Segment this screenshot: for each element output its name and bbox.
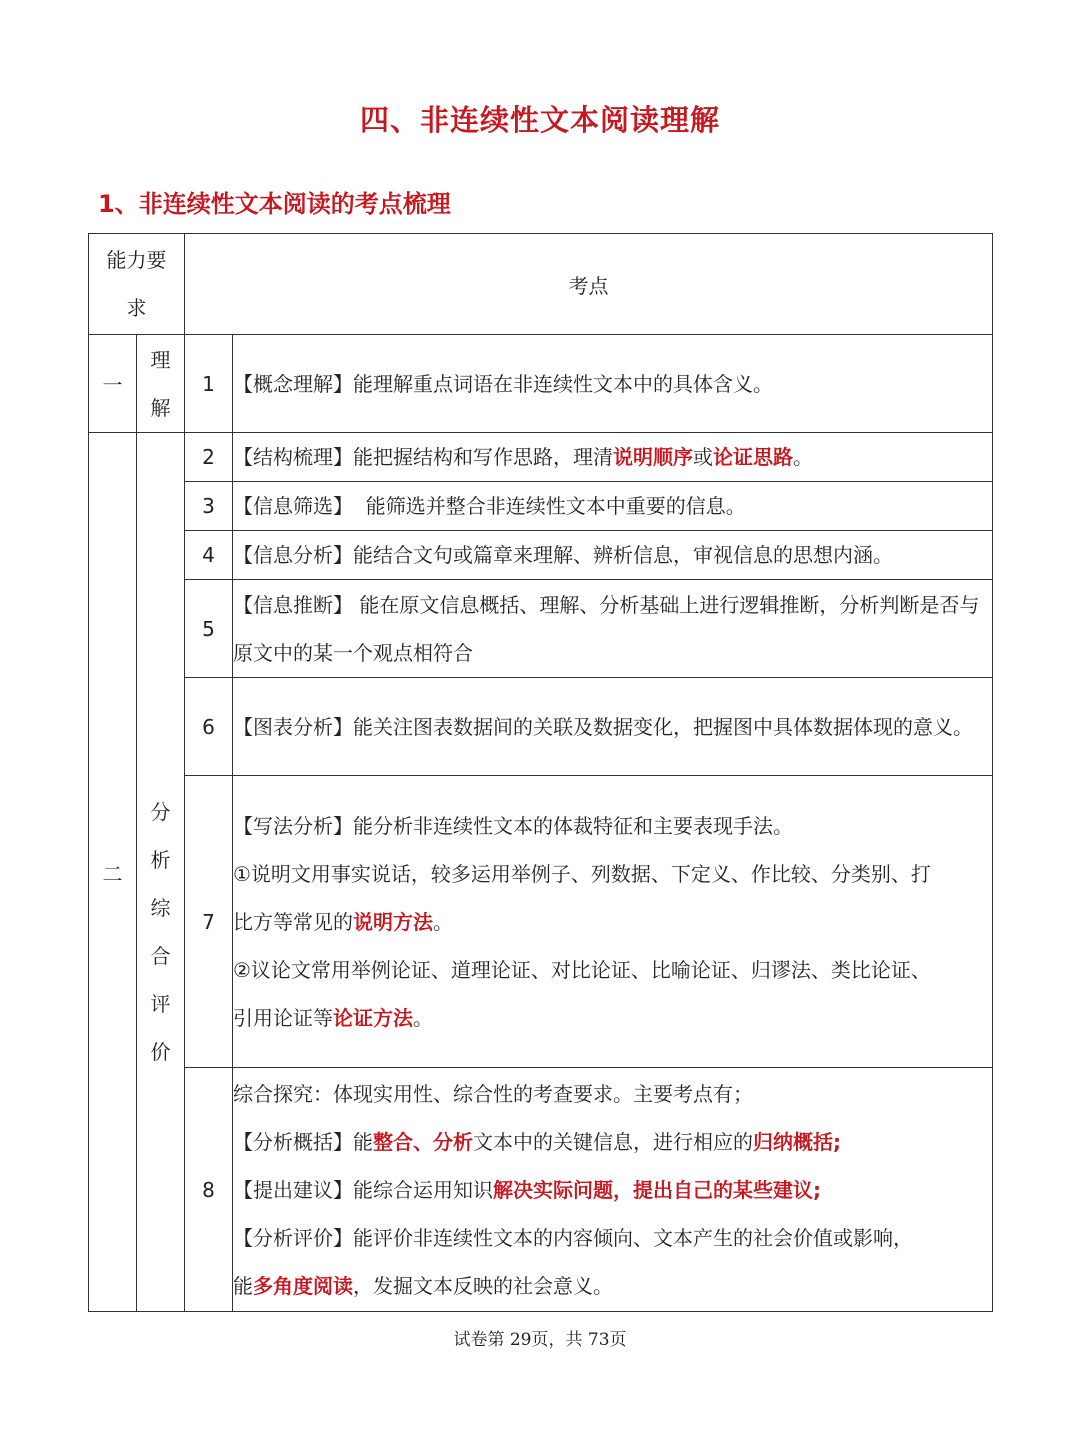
row-description: 【概念理解】能理解重点词语在非连续性文本中的具体含义。 bbox=[233, 335, 993, 433]
table-row bbox=[89, 678, 993, 776]
row-description: 【图表分析】能关注图表数据间的关联及数据变化，把握图中具体数据体现的意义。 bbox=[233, 678, 993, 776]
row-description: 【信息筛选】 能筛选并整合非连续性文本中重要的信息。 bbox=[233, 482, 993, 531]
row-number: 5 bbox=[185, 580, 233, 678]
row-description: 【信息推断】 能在原文信息概括、理解、分析基础上进行逻辑推断，分析判断是否与原文中的某一个观点相符合 bbox=[233, 580, 993, 678]
row-description bbox=[233, 776, 993, 1068]
row-number: 3 bbox=[185, 482, 233, 531]
group-name: 理解 bbox=[137, 335, 185, 433]
header-points: 考点 bbox=[185, 234, 993, 335]
group-number: 一 bbox=[89, 335, 137, 433]
table-row bbox=[89, 482, 993, 531]
row-number: 4 bbox=[185, 531, 233, 580]
text-line: 【提出建议】能综合运用知识解决实际问题，提出自己的某些建议; bbox=[233, 1177, 821, 1202]
table-row bbox=[89, 1068, 993, 1312]
table-row bbox=[89, 335, 993, 433]
text-line: ①说明文用事实说话，较多运用举例子、列数据、下定义、作比较、分类别、打 bbox=[233, 861, 931, 886]
group-number: 二 bbox=[89, 433, 137, 1312]
text-line: ②议论文常用举例论证、道理论证、对比论证、比喻论证、归谬法、类比论证、 bbox=[233, 957, 931, 982]
text-line: 【分析评价】能评价非连续性文本的内容倾向、文本产生的社会价值或影响， bbox=[233, 1225, 913, 1250]
row-number: 8 bbox=[185, 1068, 233, 1312]
syllabus-table bbox=[88, 233, 993, 1312]
page-title: 四、非连续性文本阅读理解 bbox=[359, 103, 720, 137]
row-number: 7 bbox=[185, 776, 233, 1068]
header-ability: 能力要求 bbox=[89, 234, 185, 335]
text-line: 引用论证等论证方法。 bbox=[233, 1005, 433, 1030]
page-footer: 试卷第 29页，共 73页 bbox=[453, 1330, 627, 1350]
row-description: 【结构梳理】能把握结构和写作思路，理清说明顺序或论证思路。 bbox=[233, 433, 993, 482]
section-title: 1、非连续性文本阅读的考点梳理 bbox=[98, 190, 451, 218]
text-line: 综合探究：体现实用性、综合性的考查要求。主要考点有； bbox=[233, 1081, 753, 1106]
row-description: 【信息分析】能结合文句或篇章来理解、辨析信息，审视信息的思想内涵。 bbox=[233, 531, 993, 580]
table-row bbox=[89, 433, 993, 482]
table-header-row bbox=[89, 234, 993, 335]
row-number: 1 bbox=[185, 335, 233, 433]
table-row bbox=[89, 531, 993, 580]
table-row bbox=[89, 580, 993, 678]
table-row bbox=[89, 776, 993, 1068]
row-number: 2 bbox=[185, 433, 233, 482]
text-line: 【分析概括】能整合、分析文本中的关键信息，进行相应的归纳概括; bbox=[233, 1129, 841, 1154]
group-name: 分析综合评价 bbox=[137, 433, 185, 1312]
row-number: 6 bbox=[185, 678, 233, 776]
row-description bbox=[233, 1068, 993, 1312]
text-line: 比方等常见的说明方法。 bbox=[233, 909, 453, 934]
text-line: 【写法分析】能分析非连续性文本的体裁特征和主要表现手法。 bbox=[233, 813, 793, 838]
text-line: 能多角度阅读，发掘文本反映的社会意义。 bbox=[233, 1273, 613, 1298]
